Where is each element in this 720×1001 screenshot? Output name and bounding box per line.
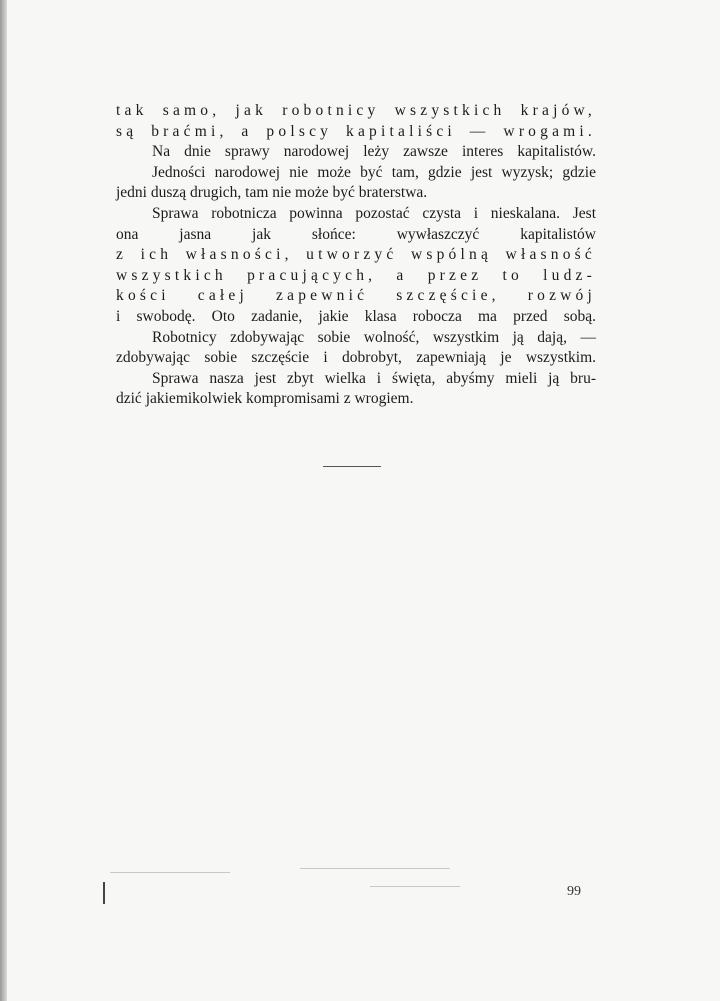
text-line: są braćmi, a polscy kapitaliści — wrogami.	[116, 122, 596, 140]
text-line: tak samo, jak robotnicy wszystkich krajów,	[116, 102, 596, 119]
scan-edge	[0, 0, 7, 1001]
text-line: jedni duszą drugich, tam nie może być braterstwa.	[116, 184, 428, 202]
text-line: kości całej zapewnić szczęście, rozwój	[116, 287, 596, 305]
text-line: Sprawa nasza jest zbyt wielka i święta, abyśmy mieli ją bru-	[152, 369, 596, 387]
faint-rule	[370, 886, 460, 887]
body-text	[116, 101, 596, 410]
page-number: 99	[567, 884, 581, 899]
text-line: Sprawa robotnicza powinna pozostać czysta i nieskalana. Jest	[152, 204, 596, 222]
faint-rule	[300, 868, 450, 869]
text-line: wszystkich pracujących, a przez to ludz-	[116, 266, 596, 284]
text-line: Jedności narodowej nie może być tam, gdzie jest wyzysk; gdzie	[152, 163, 596, 181]
text-line: Na dnie sprawy narodowej leży zawsze interes kapitalistów.	[152, 143, 596, 161]
text-line: Robotnicy zdobywając sobie wolność, wszystkim ją dają, —	[152, 328, 596, 346]
text-line: ona jasna jak słońce: wywłaszczyć kapitalistów	[116, 225, 596, 243]
text-line: i swobodę. Oto zadanie, jakie klasa robocza ma przed sobą.	[116, 307, 596, 325]
section-divider	[323, 466, 381, 467]
faint-rule	[110, 872, 230, 873]
text-line: dzić jakiemikolwiek kompromisami z wrogiem.	[116, 390, 414, 408]
text-line: zdobywając sobie szczęście i dobrobyt, zapewniają je wszystkim.	[116, 349, 596, 367]
margin-mark	[103, 882, 105, 904]
text-line: z ich własności, utworzyć wspólną własność	[116, 246, 596, 264]
